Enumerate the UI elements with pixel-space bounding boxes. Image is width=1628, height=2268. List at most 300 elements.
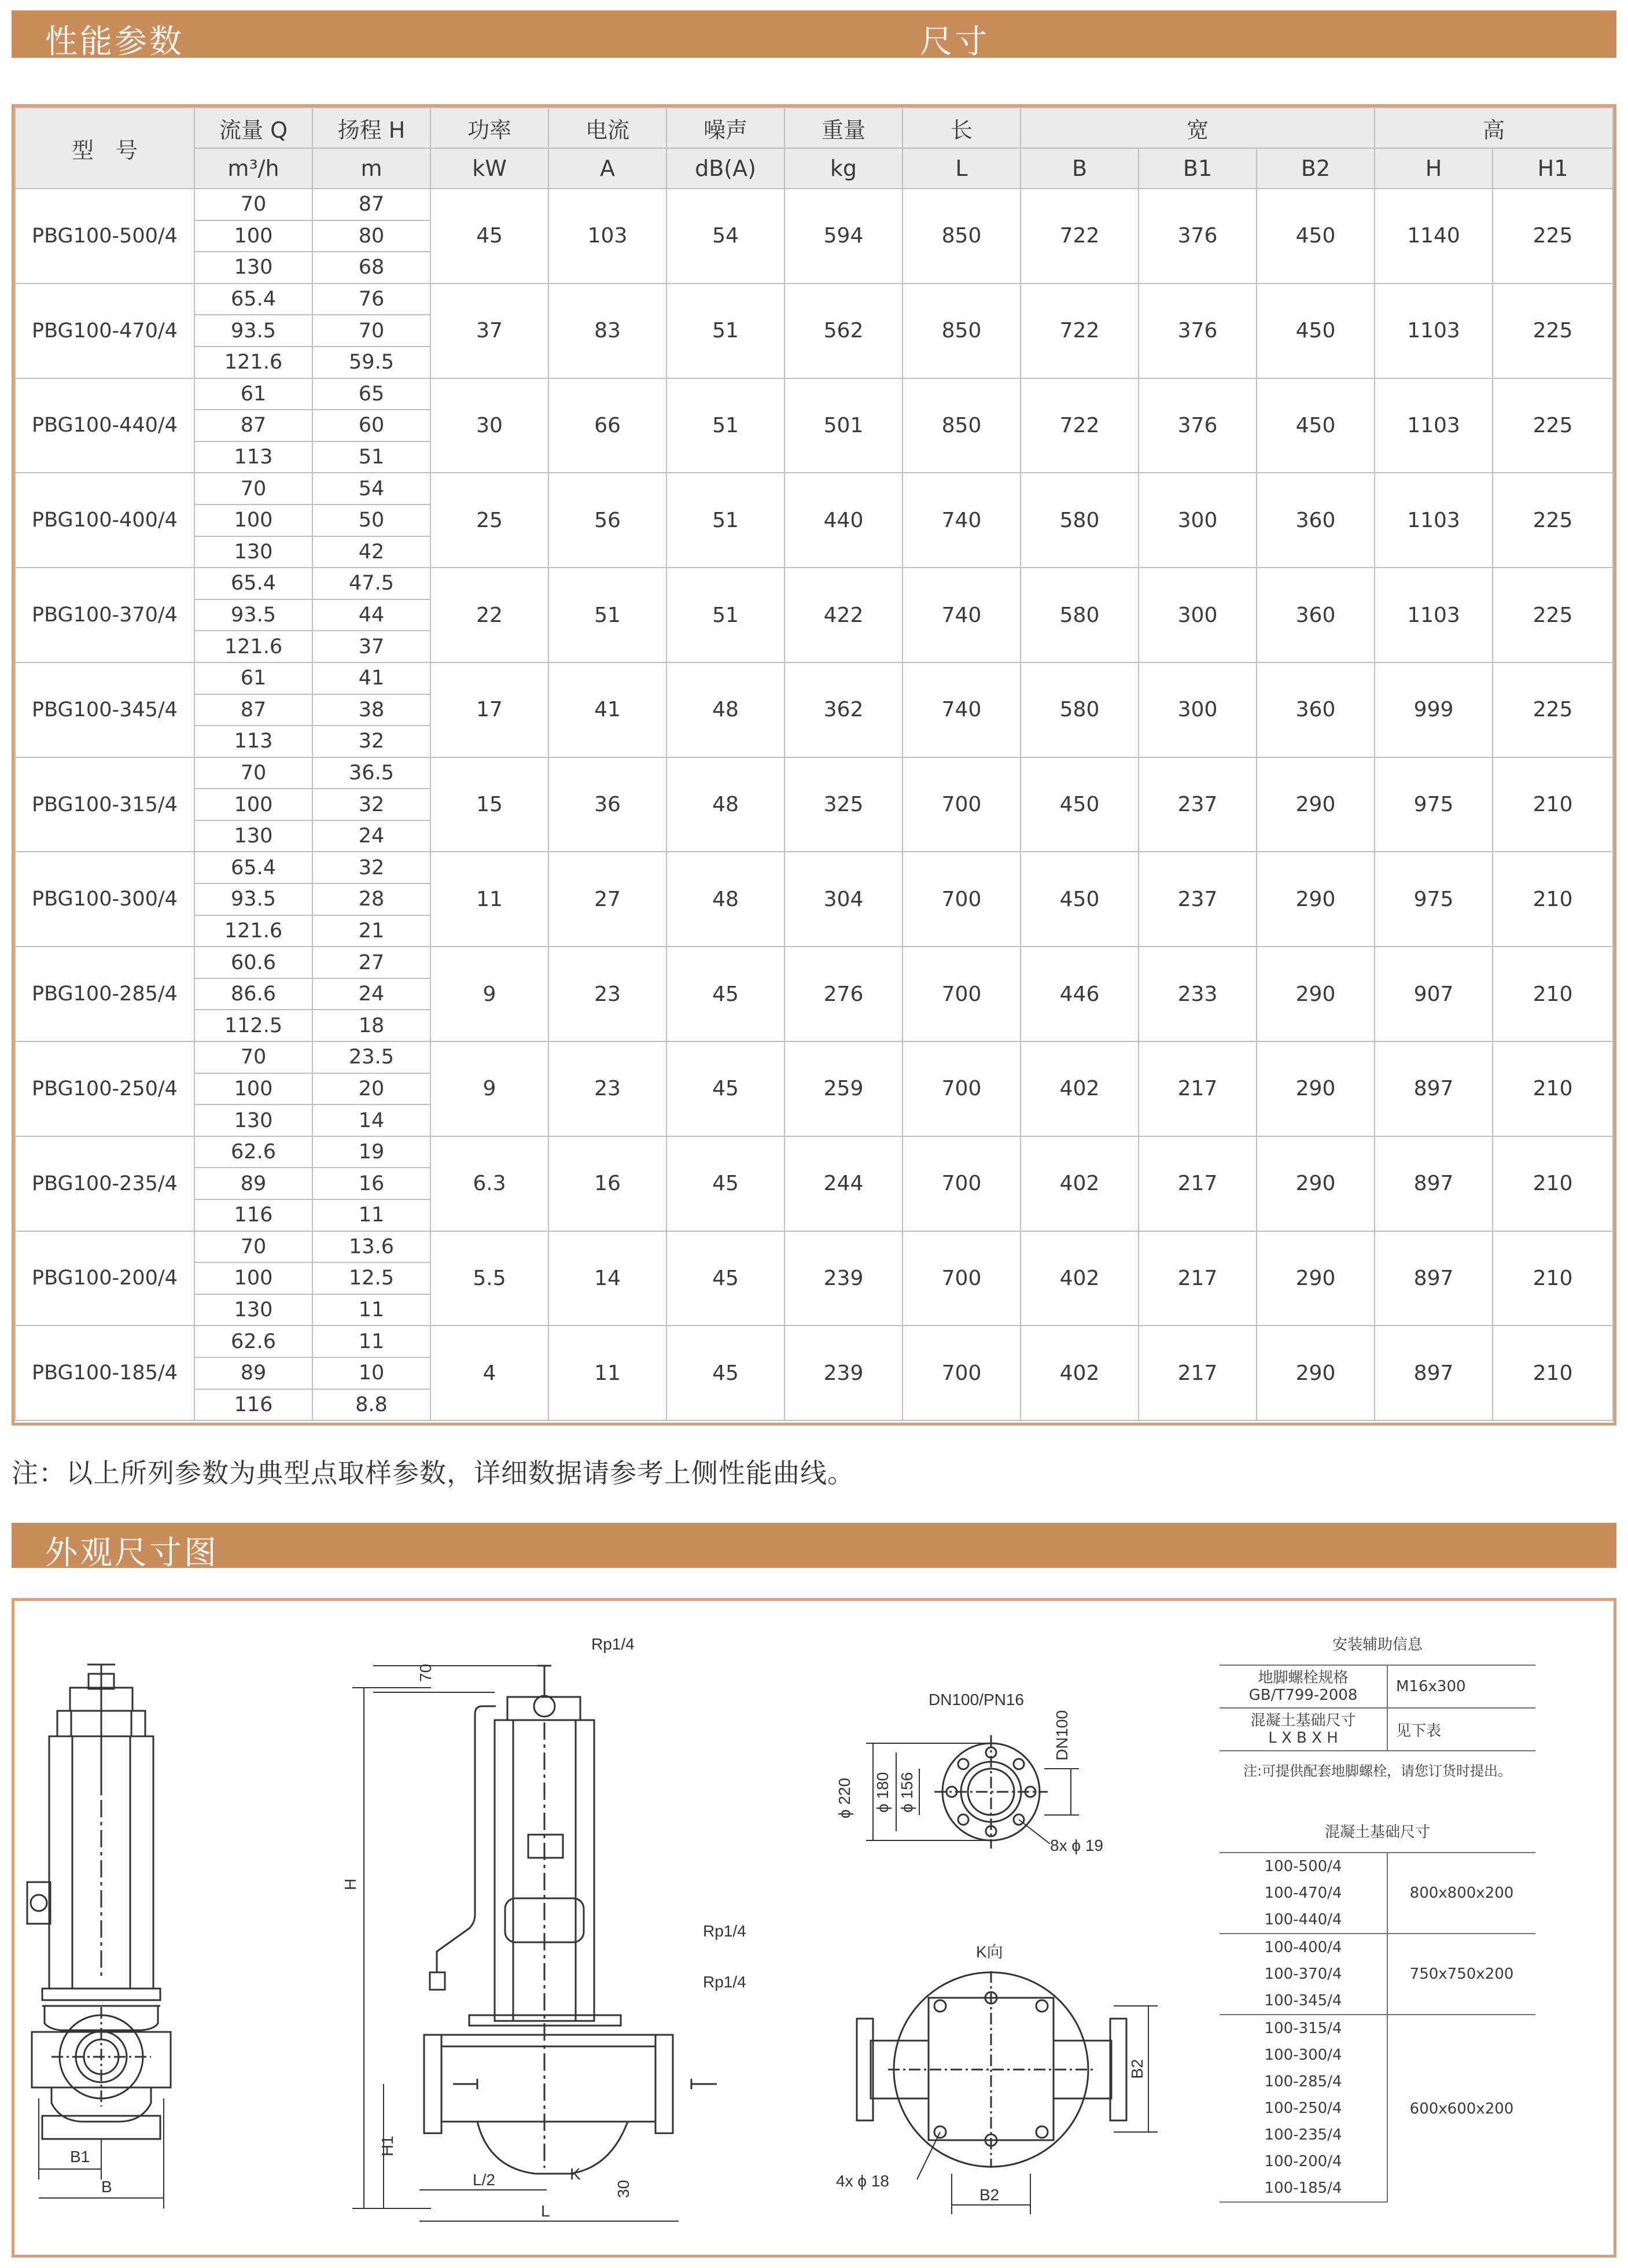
header-model: 型 号 (15, 108, 194, 189)
cell-length: 740 (903, 473, 1021, 568)
side-view-drawing (352, 1663, 717, 2221)
cell-model: PBG100-440/4 (15, 378, 194, 473)
unit-current: A (548, 148, 666, 189)
foundation-model: 100-345/4 (1220, 1987, 1387, 2015)
cell-flow: 100 (194, 789, 312, 820)
cell-b1: 300 (1139, 662, 1257, 757)
cell-head: 18 (312, 1010, 430, 1041)
cell-b2: 290 (1257, 1326, 1375, 1420)
cell-power: 37 (430, 284, 548, 378)
cell-model: PBG100-370/4 (15, 568, 194, 662)
cell-b1: 300 (1139, 473, 1257, 568)
cell-b1: 376 (1139, 189, 1257, 284)
cell-b: 446 (1021, 947, 1139, 1041)
foundation-size-value: 见下表 (1387, 1708, 1535, 1751)
cell-noise: 45 (666, 1041, 784, 1136)
cell-h: 975 (1375, 757, 1493, 852)
table-row (15, 1041, 1613, 1073)
cell-flow: 86.6 (194, 978, 312, 1010)
header-length: 长 (903, 108, 1021, 148)
foundation-row (1220, 1853, 1535, 1880)
dim-l-half: L/2 (473, 2171, 495, 2189)
cell-flow: 100 (194, 505, 312, 536)
header-noise: 噪声 (666, 108, 784, 148)
cell-h: 1103 (1375, 378, 1493, 473)
cell-power: 9 (430, 947, 548, 1041)
cell-flow: 116 (194, 1389, 312, 1421)
cell-length: 700 (903, 1231, 1021, 1326)
cell-head: 37 (312, 631, 430, 662)
bolt-spec-value: M16x300 (1387, 1665, 1535, 1708)
cell-head: 13.6 (312, 1231, 430, 1263)
cell-h1: 210 (1493, 757, 1613, 852)
cell-h1: 210 (1493, 1326, 1613, 1420)
cell-weight: 501 (784, 378, 903, 473)
install-info-title: 安装辅助信息 (1332, 1636, 1423, 1654)
cell-b2: 450 (1257, 189, 1375, 284)
cell-head: 28 (312, 883, 430, 915)
cell-b1: 237 (1139, 852, 1257, 947)
cell-h1: 210 (1493, 1136, 1613, 1231)
cell-weight: 440 (784, 473, 903, 568)
cell-b: 722 (1021, 189, 1139, 284)
section-title-drawing: 外观尺寸图 (45, 1534, 219, 1572)
unit-h1: H1 (1493, 148, 1613, 189)
cell-head: 51 (312, 441, 430, 473)
cell-b2: 290 (1257, 1231, 1375, 1326)
cell-head: 38 (312, 694, 430, 726)
cell-weight: 325 (784, 757, 903, 852)
table-row (15, 852, 1613, 883)
cell-head: 36.5 (312, 757, 430, 789)
cell-weight: 239 (784, 1326, 903, 1420)
table-row (15, 568, 1613, 599)
foundation-model: 100-235/4 (1220, 2122, 1387, 2148)
install-info-table (1220, 1665, 1535, 1751)
cell-power: 4 (430, 1326, 548, 1420)
cell-head: 44 (312, 599, 430, 631)
cell-current: 103 (548, 189, 666, 284)
cell-head: 32 (312, 789, 430, 820)
cell-flow: 112.5 (194, 1010, 312, 1041)
cell-h1: 225 (1493, 284, 1613, 378)
foundation-size: 800x800x200 (1387, 1853, 1535, 1934)
cell-flow: 61 (194, 378, 312, 410)
cell-h1: 210 (1493, 852, 1613, 947)
cell-length: 850 (903, 189, 1021, 284)
cell-power: 5.5 (430, 1231, 548, 1326)
cell-head: 87 (312, 189, 430, 220)
dim-b2-horizontal: B2 (979, 2186, 1000, 2204)
cell-flow: 60.6 (194, 947, 312, 978)
cell-flow: 93.5 (194, 883, 312, 915)
cell-b1: 217 (1139, 1326, 1257, 1420)
cell-weight: 304 (784, 852, 903, 947)
foundation-model: 100-440/4 (1220, 1906, 1387, 1934)
cell-model: PBG100-185/4 (15, 1326, 194, 1420)
unit-h: H (1375, 148, 1493, 189)
cell-flow: 121.6 (194, 631, 312, 662)
cell-length: 700 (903, 1326, 1021, 1420)
cell-noise: 54 (666, 189, 784, 284)
cell-h1: 225 (1493, 568, 1613, 662)
cell-b1: 376 (1139, 378, 1257, 473)
foundation-row (1220, 1934, 1535, 1961)
cell-b: 402 (1021, 1231, 1139, 1326)
section-header-drawing (12, 1523, 1616, 1572)
cell-b2: 290 (1257, 852, 1375, 947)
cell-current: 14 (548, 1231, 666, 1326)
cell-flow: 65.4 (194, 852, 312, 883)
cell-head: 11 (312, 1326, 430, 1357)
cell-flow: 130 (194, 1104, 312, 1136)
cell-h: 975 (1375, 852, 1493, 947)
cell-flow: 65.4 (194, 568, 312, 599)
cell-h: 1140 (1375, 189, 1493, 284)
spec-table (14, 107, 1614, 1421)
cell-flow: 87 (194, 694, 312, 726)
foundation-model: 100-400/4 (1220, 1934, 1387, 1961)
cell-current: 51 (548, 568, 666, 662)
cell-head: 12.5 (312, 1262, 430, 1294)
cell-flow: 89 (194, 1357, 312, 1389)
cell-b: 722 (1021, 378, 1139, 473)
label-base-holes: 4x ϕ 18 (836, 2172, 889, 2190)
cell-power: 30 (430, 378, 548, 473)
cell-noise: 48 (666, 852, 784, 947)
cell-weight: 422 (784, 568, 903, 662)
cell-b1: 217 (1139, 1136, 1257, 1231)
cell-flow: 130 (194, 1294, 312, 1326)
dim-b1: B1 (70, 2148, 90, 2166)
foundation-model: 100-300/4 (1220, 2042, 1387, 2068)
cell-b2: 450 (1257, 378, 1375, 473)
cell-model: PBG100-285/4 (15, 947, 194, 1041)
cell-head: 24 (312, 978, 430, 1010)
cell-model: PBG100-345/4 (15, 662, 194, 757)
cell-model: PBG100-470/4 (15, 284, 194, 378)
dim-b2-vertical: B2 (1128, 2059, 1146, 2079)
cell-h: 897 (1375, 1326, 1493, 1420)
cell-head: 65 (312, 378, 430, 410)
cell-h1: 225 (1493, 473, 1613, 568)
cell-noise: 51 (666, 568, 784, 662)
header-width: 宽 (1021, 108, 1375, 148)
cell-h: 1103 (1375, 568, 1493, 662)
cell-model: PBG100-500/4 (15, 189, 194, 284)
cell-head: 70 (312, 315, 430, 347)
cell-length: 740 (903, 568, 1021, 662)
front-view-drawing (27, 1665, 171, 2208)
cell-weight: 276 (784, 947, 903, 1041)
k-view-drawing (857, 1971, 1158, 2214)
cell-flow: 70 (194, 189, 312, 220)
unit-power: kW (430, 148, 548, 189)
cell-noise: 45 (666, 947, 784, 1041)
cell-b: 722 (1021, 284, 1139, 378)
cell-head: 50 (312, 505, 430, 536)
cell-weight: 594 (784, 189, 903, 284)
cell-noise: 51 (666, 473, 784, 568)
cell-head: 19 (312, 1136, 430, 1168)
foundation-size: 600x600x200 (1387, 2015, 1535, 2202)
cell-h1: 210 (1493, 1041, 1613, 1136)
cell-b1: 300 (1139, 568, 1257, 662)
table-row (15, 1136, 1613, 1168)
label-rp-top: Rp1/4 (591, 1635, 635, 1653)
header-power: 功率 (430, 108, 548, 148)
cell-flow: 65.4 (194, 284, 312, 315)
cell-b2: 290 (1257, 757, 1375, 852)
foundation-size-label: 混凝土基础尺寸 L X B X H (1220, 1708, 1387, 1751)
cell-noise: 51 (666, 378, 784, 473)
cell-head: 27 (312, 947, 430, 978)
label-flange-standard: DN100/PN16 (929, 1691, 1024, 1709)
cell-length: 850 (903, 378, 1021, 473)
unit-flow: m³/h (194, 148, 312, 189)
install-info-panel (1220, 1633, 1535, 2203)
cell-length: 850 (903, 284, 1021, 378)
foundation-model: 100-285/4 (1220, 2068, 1387, 2095)
cell-b2: 360 (1257, 473, 1375, 568)
cell-b: 450 (1021, 852, 1139, 947)
cell-b: 580 (1021, 662, 1139, 757)
table-row (15, 473, 1613, 505)
cell-h1: 225 (1493, 662, 1613, 757)
cell-weight: 239 (784, 1231, 903, 1326)
section-title-dimensions: 尺寸 (920, 23, 989, 61)
cell-current: 16 (548, 1136, 666, 1231)
table-row (15, 189, 1613, 220)
cell-flow: 121.6 (194, 347, 312, 378)
foundation-model: 100-250/4 (1220, 2095, 1387, 2122)
cell-flow: 62.6 (194, 1326, 312, 1357)
table-row (15, 378, 1613, 410)
cell-power: 25 (430, 473, 548, 568)
cell-b1: 237 (1139, 757, 1257, 852)
dim-phi-180: ϕ 180 (874, 1772, 892, 1813)
cell-head: 42 (312, 536, 430, 568)
cell-flow: 130 (194, 252, 312, 284)
cell-flow: 121.6 (194, 915, 312, 947)
cell-power: 6.3 (430, 1136, 548, 1231)
cell-flow: 70 (194, 1231, 312, 1263)
cell-head: 47.5 (312, 568, 430, 599)
cell-model: PBG100-200/4 (15, 1231, 194, 1326)
cell-length: 700 (903, 852, 1021, 947)
cell-length: 700 (903, 1041, 1021, 1136)
cell-model: PBG100-300/4 (15, 852, 194, 947)
unit-b1: B1 (1139, 148, 1257, 189)
cell-current: 11 (548, 1326, 666, 1420)
cell-flow: 100 (194, 1073, 312, 1105)
table-row (15, 947, 1613, 978)
dim-70: 70 (417, 1663, 434, 1682)
cell-flow: 87 (194, 410, 312, 441)
cell-h1: 225 (1493, 378, 1613, 473)
cell-noise: 45 (666, 1136, 784, 1231)
cell-h1: 210 (1493, 1231, 1613, 1326)
bolt-spec-label: 地脚螺栓规格 GB/T799-2008 (1220, 1665, 1387, 1708)
header-current: 电流 (548, 108, 666, 148)
foundation-model: 100-185/4 (1220, 2175, 1387, 2202)
cell-h: 897 (1375, 1231, 1493, 1326)
cell-h: 907 (1375, 947, 1493, 1041)
cell-head: 32 (312, 726, 430, 757)
cell-weight: 362 (784, 662, 903, 757)
cell-flow: 113 (194, 441, 312, 473)
cell-b: 402 (1021, 1041, 1139, 1136)
cell-head: 23.5 (312, 1041, 430, 1073)
cell-head: 11 (312, 1199, 430, 1231)
cell-h1: 225 (1493, 189, 1613, 284)
cell-power: 22 (430, 568, 548, 662)
label-rp-low: Rp1/4 (703, 1973, 746, 1991)
cell-current: 27 (548, 852, 666, 947)
cell-b1: 217 (1139, 1041, 1257, 1136)
cell-flow: 93.5 (194, 599, 312, 631)
foundation-title: 混凝土基础尺寸 (1324, 1824, 1430, 1841)
cell-head: 68 (312, 252, 430, 284)
cell-b2: 290 (1257, 1136, 1375, 1231)
cell-flow: 100 (194, 220, 312, 252)
cell-model: PBG100-315/4 (15, 757, 194, 852)
cell-current: 23 (548, 947, 666, 1041)
cell-b1: 376 (1139, 284, 1257, 378)
cell-head: 59.5 (312, 347, 430, 378)
cell-power: 45 (430, 189, 548, 284)
cell-h: 999 (1375, 662, 1493, 757)
section-header-performance (12, 10, 1616, 61)
unit-length: L (903, 148, 1021, 189)
table-row (15, 1231, 1613, 1263)
cell-power: 17 (430, 662, 548, 757)
header-weight: 重量 (784, 108, 903, 148)
cell-flow: 113 (194, 726, 312, 757)
header-height: 高 (1375, 108, 1613, 148)
cell-length: 740 (903, 662, 1021, 757)
cell-flow: 70 (194, 1041, 312, 1073)
cell-h: 897 (1375, 1041, 1493, 1136)
cell-power: 11 (430, 852, 548, 947)
dim-l: L (541, 2202, 550, 2220)
header-head: 扬程 H (312, 108, 430, 148)
cell-flow: 116 (194, 1199, 312, 1231)
dim-phi-156: ϕ 156 (898, 1772, 916, 1813)
cell-power: 9 (430, 1041, 548, 1136)
label-bolt-holes: 8x ϕ 19 (1050, 1836, 1103, 1854)
spec-table-frame (12, 104, 1616, 1426)
cell-flow: 61 (194, 662, 312, 694)
cell-head: 10 (312, 1357, 430, 1389)
cell-current: 83 (548, 284, 666, 378)
cell-flow: 89 (194, 1168, 312, 1199)
cell-current: 56 (548, 473, 666, 568)
cell-weight: 259 (784, 1041, 903, 1136)
cell-weight: 244 (784, 1136, 903, 1231)
dim-b: B (101, 2178, 112, 2196)
cell-current: 23 (548, 1041, 666, 1136)
foundation-size: 750x750x200 (1387, 1934, 1535, 2015)
cell-flow: 130 (194, 536, 312, 568)
cell-model: PBG100-400/4 (15, 473, 194, 568)
cell-b2: 290 (1257, 1041, 1375, 1136)
cell-h1: 210 (1493, 947, 1613, 1041)
cell-flow: 130 (194, 820, 312, 852)
cell-head: 32 (312, 852, 430, 883)
cell-flow: 70 (194, 757, 312, 789)
cell-b2: 360 (1257, 568, 1375, 662)
cell-noise: 45 (666, 1231, 784, 1326)
cell-head: 20 (312, 1073, 430, 1105)
cell-b: 580 (1021, 568, 1139, 662)
cell-head: 41 (312, 662, 430, 694)
cell-head: 76 (312, 284, 430, 315)
foundation-row (1220, 2015, 1535, 2042)
foundation-model: 100-470/4 (1220, 1880, 1387, 1906)
cell-noise: 51 (666, 284, 784, 378)
cell-b: 580 (1021, 473, 1139, 568)
cell-length: 700 (903, 1136, 1021, 1231)
table-row (15, 284, 1613, 315)
cell-flow: 93.5 (194, 315, 312, 347)
cell-head: 16 (312, 1168, 430, 1199)
cell-h: 897 (1375, 1136, 1493, 1231)
cell-b2: 360 (1257, 662, 1375, 757)
cell-head: 80 (312, 220, 430, 252)
foundation-model: 100-315/4 (1220, 2015, 1387, 2042)
cell-noise: 48 (666, 662, 784, 757)
cell-b1: 233 (1139, 947, 1257, 1041)
cell-model: PBG100-250/4 (15, 1041, 194, 1136)
unit-b2: B2 (1257, 148, 1375, 189)
cell-current: 41 (548, 662, 666, 757)
unit-b: B (1021, 148, 1139, 189)
cell-head: 8.8 (312, 1389, 430, 1421)
cell-b: 402 (1021, 1326, 1139, 1420)
foundation-model: 100-200/4 (1220, 2148, 1387, 2175)
cell-power: 15 (430, 757, 548, 852)
dim-h1: H1 (378, 2136, 396, 2156)
cell-head: 24 (312, 820, 430, 852)
cell-model: PBG100-235/4 (15, 1136, 194, 1231)
cell-head: 11 (312, 1294, 430, 1326)
unit-head: m (312, 148, 430, 189)
footnote: 注：以上所列参数为典型点取样参数，详细数据请参考上侧性能曲线。 (12, 1457, 854, 1489)
cell-length: 700 (903, 757, 1021, 852)
cell-b: 402 (1021, 1136, 1139, 1231)
cell-h: 1103 (1375, 473, 1493, 568)
cell-head: 21 (312, 915, 430, 947)
cell-current: 36 (548, 757, 666, 852)
cell-b2: 450 (1257, 284, 1375, 378)
cell-noise: 45 (666, 1326, 784, 1420)
cell-weight: 562 (784, 284, 903, 378)
header-flow: 流量 Q (194, 108, 312, 148)
cell-head: 54 (312, 473, 430, 505)
foundation-model: 100-370/4 (1220, 1961, 1387, 1987)
label-k-direction: K向 (976, 1943, 1003, 1961)
cell-noise: 48 (666, 757, 784, 852)
foundation-table (1220, 1852, 1535, 2203)
spec-table-body (15, 189, 1613, 1420)
unit-noise: dB(A) (666, 148, 784, 189)
cell-b1: 217 (1139, 1231, 1257, 1326)
dim-h: H (341, 1878, 359, 1890)
foundation-model: 100-500/4 (1220, 1853, 1387, 1880)
cell-flow: 70 (194, 473, 312, 505)
dim-30: 30 (614, 2179, 632, 2198)
